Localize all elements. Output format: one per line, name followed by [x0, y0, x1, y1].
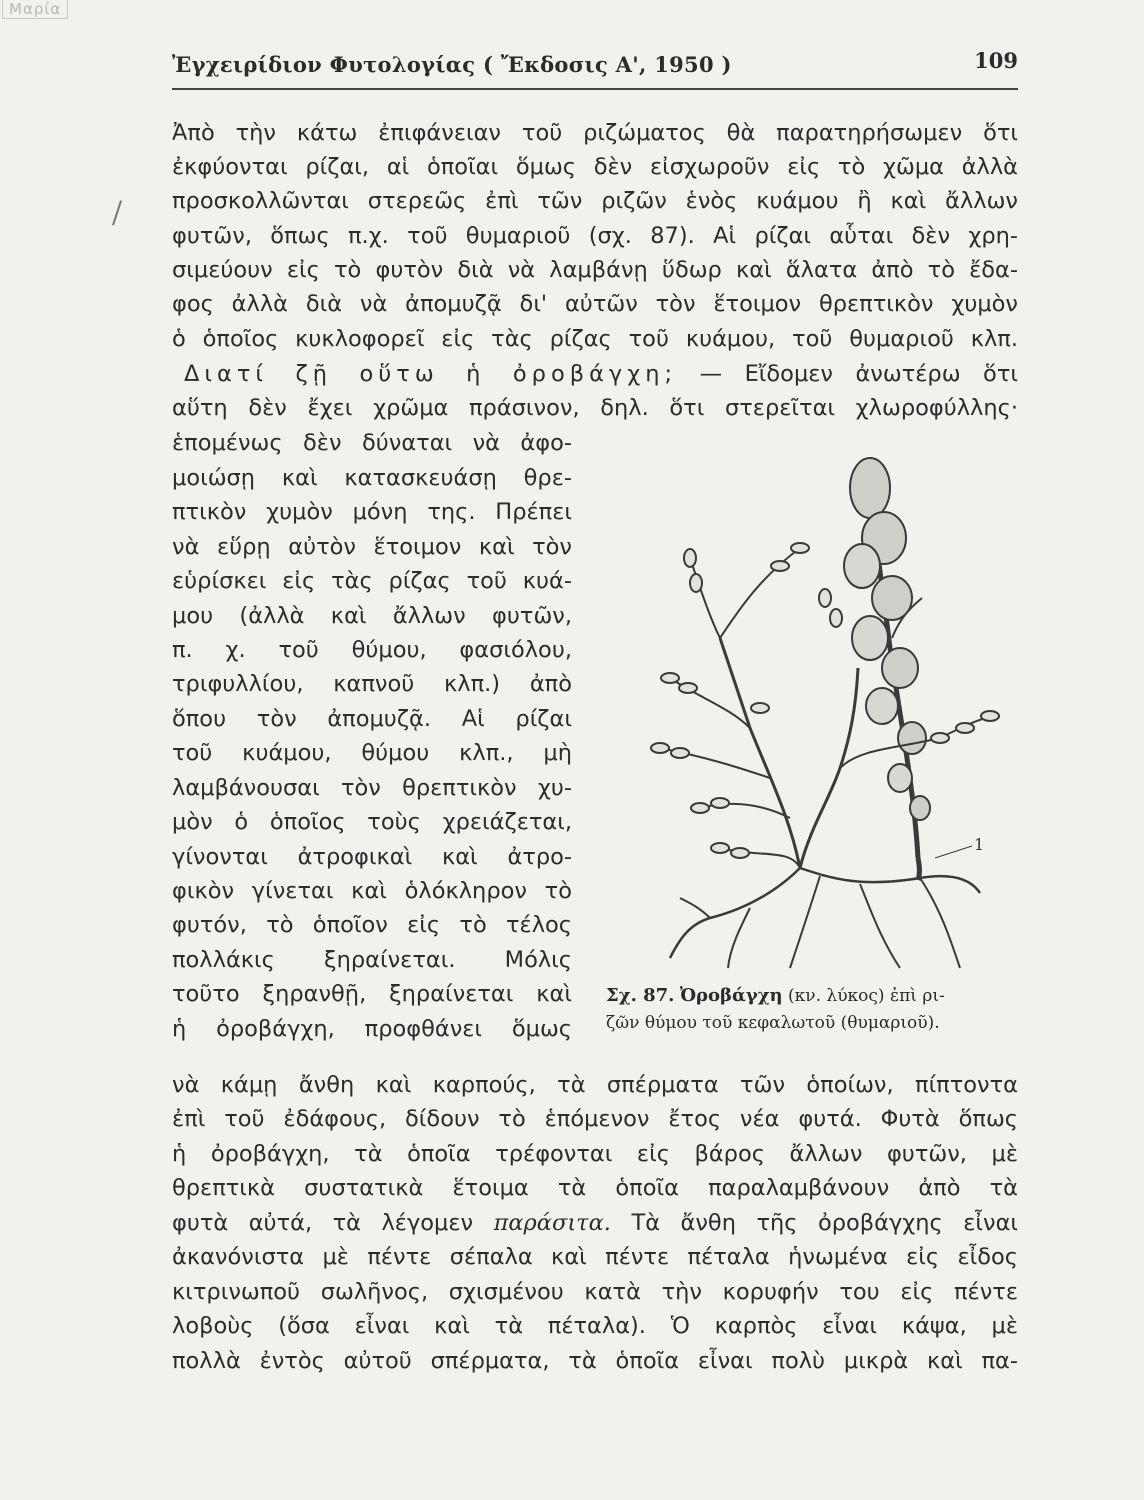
- text-line: τοῦτο ξηρανθῇ, ξηραίνεται καὶ: [172, 981, 572, 1007]
- text-line: μὸν ὁ ὁποῖος τοὺς χρειάζεται,: [172, 809, 572, 835]
- text-line: μου (ἀλλὰ καὶ ἄλλων φυτῶν,: [172, 603, 572, 629]
- text-line: νὰ κάμῃ ἄνθη καὶ καρπούς, τὰ σπέρματα τῶν ὁποίων, πίπτοντα: [172, 1072, 1018, 1098]
- text-line: ὅπου τὸν ἀπομυζᾷ. Αἱ ρίζαι: [172, 706, 572, 732]
- margin-pencil-mark: [112, 200, 122, 225]
- text-line: κιτρινωποῦ σωλῆνος, σχισμένου κατὰ τὴν κορυφήν του εἰς πέντε: [172, 1279, 1018, 1305]
- text-line: π. χ. τοῦ θύμου, φασιόλου,: [172, 637, 572, 663]
- text-line: μοιώσῃ καὶ κατασκευάσῃ θρε-: [172, 465, 572, 491]
- text-line: ἡ ὀροβάγχη, προφθάνει ὅμως: [172, 1016, 572, 1042]
- caption-number: Σχ. 87.: [606, 985, 675, 1006]
- text-line: νὰ εὕρῃ αὐτὸν ἕτοιμον καὶ τὸν: [172, 534, 572, 560]
- question-heading: Διατί ζῇ οὕτω ἡ ὀροβάγχη;: [184, 361, 678, 387]
- text-line: ἐκφύονται ρίζαι, αἱ ὁποῖαι ὅμως δὲν εἰσχωροῦν εἰς τὸ χῶμα ἀλλὰ: [172, 154, 1018, 180]
- text-line: πτικὸν χυμὸν μόνη της. Πρέπει: [172, 499, 572, 525]
- text-line: λοβοὺς (ὅσα εἶναι καὶ τὰ πέταλα). Ὁ καρπὸς εἶναι κάψα, μὲ: [172, 1313, 1018, 1339]
- text-line: ἐπὶ τοῦ ἐδάφους, δίδουν τὸ ἑπόμενον ἔτος νέα φυτά. Φυτὰ ὅπως: [172, 1106, 1018, 1132]
- text-segment: φυτὰ αὐτά, τὰ λέγομεν: [172, 1210, 474, 1236]
- text-line: φικὸν γίνεται καὶ ὁλόκληρον τὸ: [172, 878, 572, 904]
- text-line: ἑπομένως δὲν δύναται νὰ ἀφο-: [172, 430, 572, 456]
- text-line: φυτόν, τὸ ὁποῖον εἰς τὸ τέλος: [172, 912, 572, 938]
- plant-illustration: [600, 448, 1030, 978]
- page-number: 109: [974, 48, 1018, 73]
- text-line: σιμεύουν εἰς τὸ φυτὸν διὰ νὰ λαμβάνῃ ὕδωρ καὶ ἅλατα ἀπὸ τὸ ἔδα-: [172, 257, 1018, 283]
- question-continuation: — Εἴδομεν ἀνωτέρω ὅτι: [699, 361, 1018, 387]
- text-line: γίνονται ἀτροφικαὶ καὶ ἀτρο-: [172, 844, 572, 870]
- caption-text: (κν. λύκος) ἐπὶ ρι-: [788, 986, 945, 1006]
- text-line: θρεπτικὰ συστατικὰ ἕτοιμα τὰ ὁποῖα παραλαμβάνουν ἀπὸ τὰ: [172, 1175, 1018, 1201]
- figure-caption: [606, 982, 1036, 1037]
- text-line: τοῦ κυάμου, θύμου κλπ., μὴ: [172, 740, 572, 766]
- running-title: Ἐγχειρίδιον Φυτολογίας ( Ἔκδοσις Α', 1950 ): [172, 52, 732, 77]
- text-line: αὕτη δὲν ἔχει χρῶμα πράσινον, δηλ. ὅτι στερεῖται χλωροφύλλης·: [172, 395, 1018, 421]
- figure-label: 1: [974, 835, 985, 854]
- text-line: τριφυλλίου, καπνοῦ κλπ.) ἀπὸ: [172, 671, 572, 697]
- italic-term: παράσιτα.: [493, 1210, 611, 1236]
- text-line: ἡ ὀροβάγχη, τὰ ὁποῖα τρέφονται εἰς βάρος ἄλλων φυτῶν, μὲ: [172, 1141, 1018, 1167]
- text-line: ὁ ὁποῖος κυκλοφορεῖ εἰς τὰς ρίζας τοῦ κυάμου, τοῦ θυμαριοῦ κλπ.: [172, 326, 1018, 352]
- page-header: [172, 44, 1018, 90]
- caption-text: ζῶν θύμου τοῦ κεφαλωτοῦ (θυμαριοῦ).: [606, 1013, 940, 1033]
- text-line: φος ἀλλὰ διὰ νὰ ἀπομυζᾷ δι' αὐτῶν τὸν ἕτοιμον θρεπτικὸν χυμὸν: [172, 291, 1018, 317]
- caption-title: Ὀροβάγχη: [679, 985, 783, 1006]
- text-segment: Τὰ ἄνθη τῆς ὀροβάγχης εἶναι: [631, 1210, 1019, 1236]
- text-line: Ἀπὸ τὴν κάτω ἐπιφάνειαν τοῦ ριζώματος θὰ παρατηρήσωμεν ὅτι: [172, 120, 1018, 146]
- text-line: πολλὰ ἐντὸς αὐτοῦ σπέρματα, τὰ ὁποῖα εἶναι πολὺ μικρὰ καὶ πα-: [172, 1348, 1018, 1374]
- orobanche-figure: [600, 448, 1030, 978]
- question-line: [172, 359, 1018, 389]
- corner-handwritten-note: Μαρία: [2, 0, 68, 19]
- text-line: ἀκανόνιστα μὲ πέντε σέπαλα καὶ πέντε πέταλα ἡνωμένα εἰς εἶδος: [172, 1244, 1018, 1270]
- text-line: λαμβάνουσαι τὸν θρεπτικὸν χυ-: [172, 775, 572, 801]
- text-line: προσκολλῶνται στερεῶς ἐπὶ τῶν ριζῶν ἑνὸς κυάμου ἢ καὶ ἄλλων: [172, 188, 1018, 214]
- text-line: [172, 1208, 1018, 1238]
- text-line: εὑρίσκει εἰς τὰς ρίζας τοῦ κυά-: [172, 568, 572, 594]
- text-line: πολλάκις ξηραίνεται. Μόλις: [172, 947, 572, 973]
- text-line: φυτῶν, ὅπως π.χ. τοῦ θυμαριοῦ (σχ. 87). Αἱ ρίζαι αὗται δὲν χρη-: [172, 223, 1018, 249]
